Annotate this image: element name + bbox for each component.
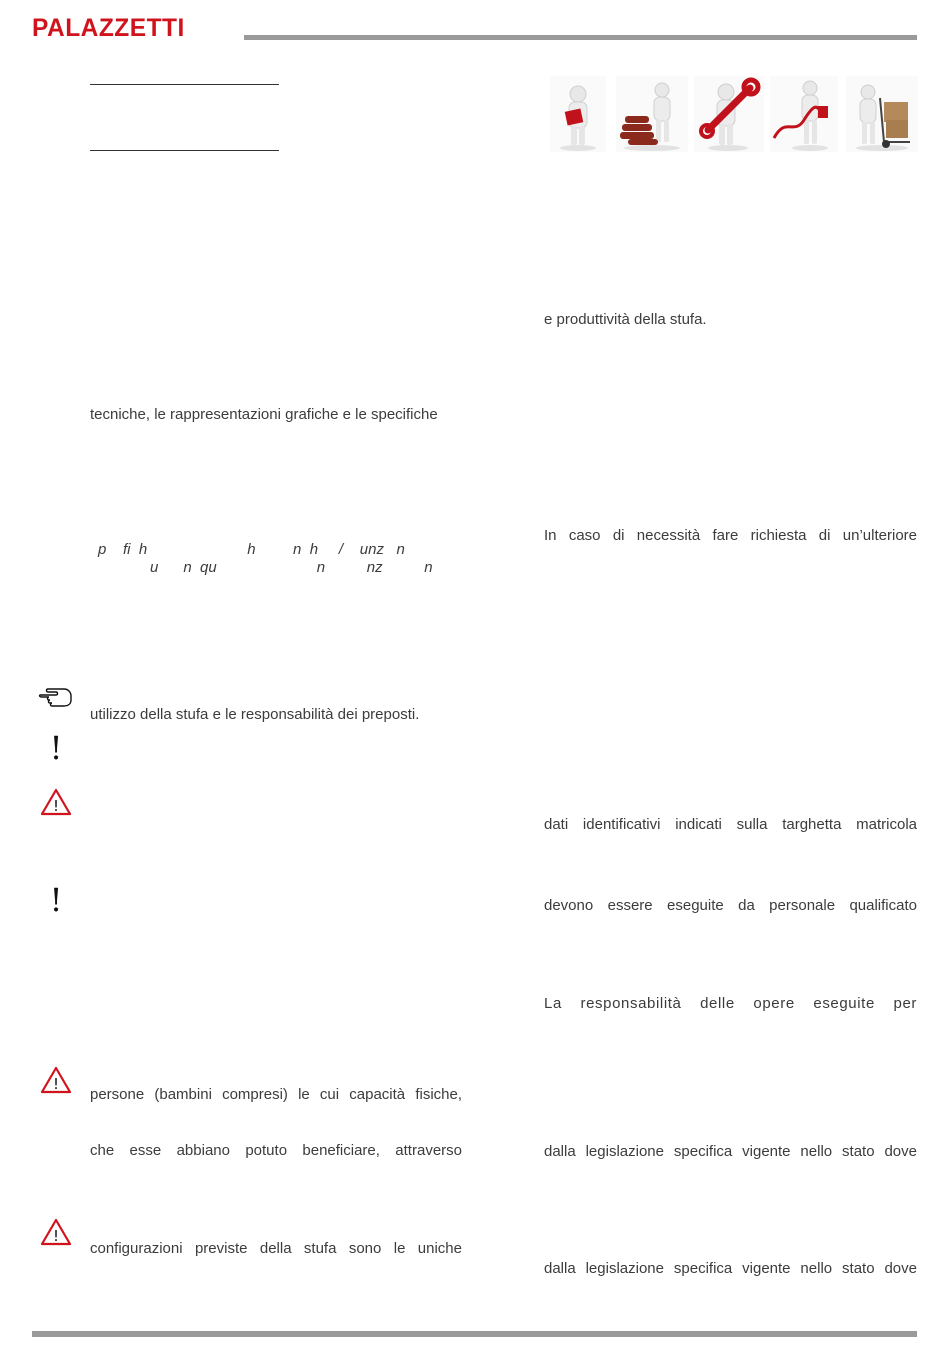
section-rule-bottom <box>90 150 279 151</box>
paragraph-line-configurazioni: configurazioni previste della stufa sono le uniche <box>90 1240 462 1257</box>
figure-reading-manual <box>550 76 606 152</box>
paragraph-line-utilizzo: utilizzo della stufa e le responsabilità dei preposti. <box>90 706 420 723</box>
footer-rule <box>32 1331 917 1337</box>
paragraph-line-devono: devono essere eseguite da personale qualificato <box>544 897 917 914</box>
paragraph-line-che-esse: che esse abbiano potuto beneficiare, attraverso <box>90 1142 462 1159</box>
exclamation-icon: ! <box>49 881 63 919</box>
svg-text:!: ! <box>52 1075 60 1093</box>
illustration-strip <box>548 76 920 156</box>
italic-fragment-line-2: u n qu n nz n <box>150 559 433 576</box>
italic-fragment-line-1: p fi h h n h / unz n <box>98 541 405 558</box>
figure-hand-truck <box>846 76 918 152</box>
paragraph-line-legislazione: dalla legislazione specifica vigente nello stato dove <box>544 1260 917 1277</box>
section-rule-top <box>90 84 279 85</box>
pointing-hand-icon <box>38 686 74 713</box>
paragraph-line-legislazione: dalla legislazione specifica vigente nello stato dove <box>544 1143 917 1160</box>
paragraph-line-in-caso: In caso di necessità fare richiesta di un’ulteriore <box>544 527 917 544</box>
paragraph-line-responsabilita: La responsabilità delle opere eseguite per <box>544 995 917 1012</box>
figure-firewood <box>616 76 688 152</box>
svg-text:!: ! <box>52 1227 60 1245</box>
brand-logo: PALAZZETTI <box>32 14 185 42</box>
svg-text:!: ! <box>52 797 60 815</box>
warning-triangle-icon <box>38 1066 74 1099</box>
paragraph-line-tecniche: tecniche, le rappresentazioni grafiche e le specifiche <box>90 406 438 423</box>
paragraph-line-produttivita: e produttività della stufa. <box>544 311 707 328</box>
paragraph-line-dati: dati identificativi indicati sulla targhetta matricola <box>544 816 917 833</box>
figure-wrench <box>694 76 764 152</box>
figure-cable <box>770 76 838 152</box>
header-rule <box>244 35 917 40</box>
warning-triangle-icon <box>38 1218 74 1251</box>
paragraph-line-persone: persone (bambini compresi) le cui capacità fisiche, <box>90 1086 462 1103</box>
exclamation-icon: ! <box>49 729 63 767</box>
warning-triangle-icon <box>38 788 74 821</box>
